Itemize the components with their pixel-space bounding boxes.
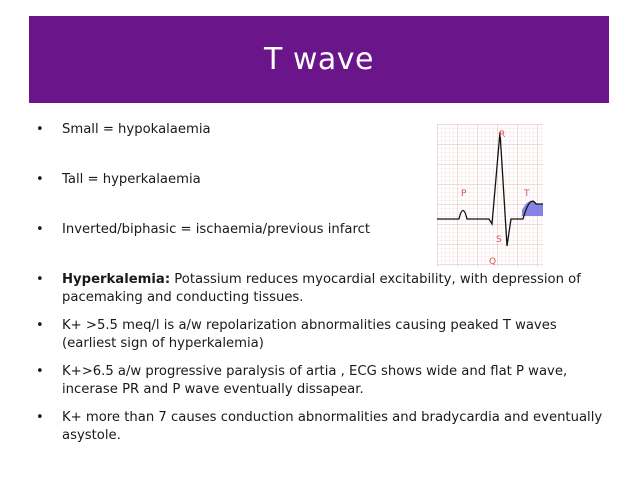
bullet-text: Inverted/biphasic = ischaemia/previous infarct: [62, 222, 370, 237]
ecg-label-r: R: [499, 130, 506, 140]
bullet-dot-icon: •: [36, 364, 44, 379]
bullet-item: [36, 409, 611, 445]
bullet-dot-icon: •: [36, 122, 44, 137]
bullet-text: K+>6.5 a/w progressive paralysis of artia , ECG shows wide and flat P wave, incerase PR and P wave eventually dissapear.: [62, 364, 568, 397]
ecg-diagram: [437, 124, 543, 267]
slide-title: T wave: [264, 42, 374, 77]
bullet-item: [36, 317, 611, 353]
bullet-text: K+ >5.5 meq/l is a/w repolarization abnormalities causing peaked T waves (earliest sign of hyperkalemia): [62, 318, 557, 351]
bullet-text: K+ more than 7 causes conduction abnormalities and bradycardia and eventually asystole.: [62, 410, 603, 443]
bullet-dot-icon: •: [36, 410, 44, 425]
ecg-label-q: Q: [489, 257, 497, 267]
bullet-bold-lead: Hyperkalemia:: [62, 272, 171, 287]
bullet-item: [36, 271, 611, 307]
bullet-dot-icon: •: [36, 318, 44, 333]
bullet-dot-icon: •: [36, 272, 44, 287]
bullet-text: Small = hypokalaemia: [62, 122, 211, 137]
bullet-dot-icon: •: [36, 222, 44, 237]
bullet-text: Tall = hyperkalaemia: [62, 172, 201, 187]
bullet-dot-icon: •: [36, 172, 44, 187]
ecg-label-s: S: [496, 235, 502, 245]
bullet-text: Potassium reduces myocardial excitability, with depression of pacemaking and conducting tissues.: [62, 272, 581, 305]
ecg-label-t: T: [524, 189, 530, 199]
title-bar: [29, 16, 609, 103]
ecg-label-p: P: [461, 189, 467, 199]
bullet-item: [36, 363, 611, 399]
